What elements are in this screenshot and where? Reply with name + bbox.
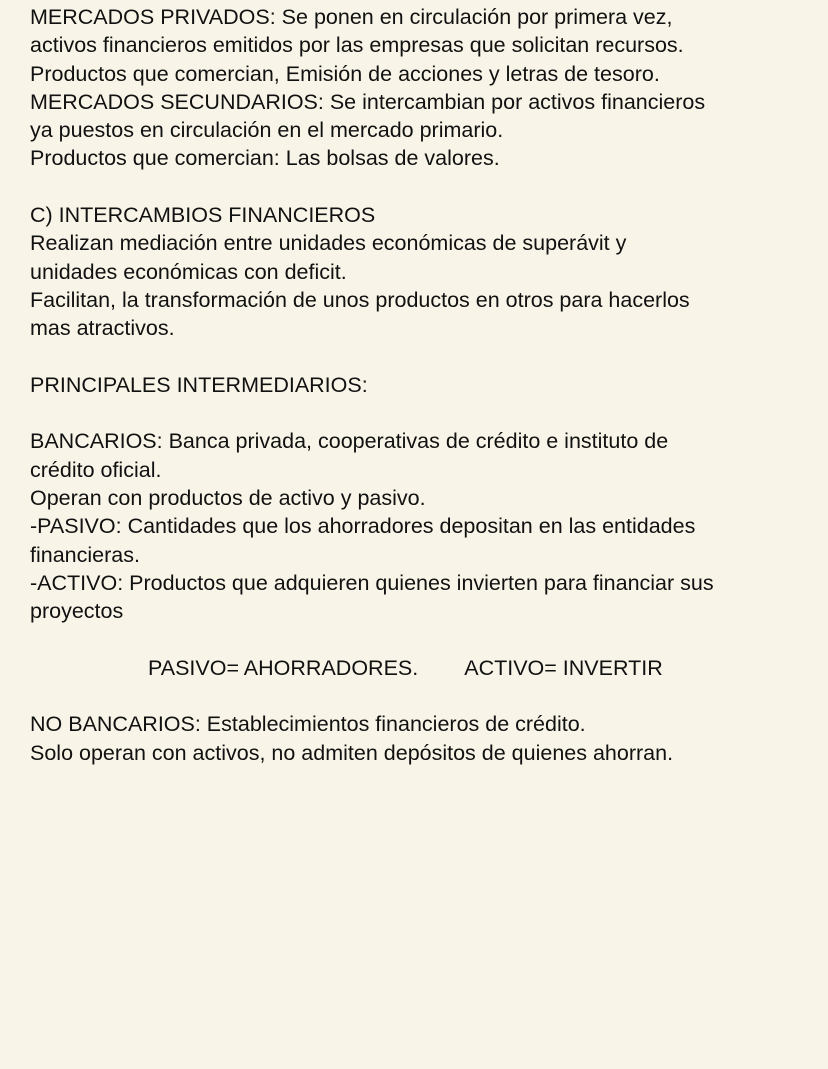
text-line: proyectos (30, 599, 124, 624)
section-heading: PRINCIPALES INTERMEDIARIOS: (30, 372, 368, 397)
mercados-privados-paragraph (30, 3, 808, 88)
intercambios-section (30, 201, 808, 342)
text-line: unidades económicas con deficit. (30, 259, 347, 284)
section-heading: C) INTERCAMBIOS FINANCIEROS (30, 203, 376, 228)
text-line: activos financieros emitidos por las empresas que solicitan recursos. (30, 33, 684, 58)
principales-heading-block (30, 371, 808, 399)
text-line: financieras. (30, 542, 140, 567)
blank-line (30, 626, 808, 654)
text-line: Facilitan, la transformación de unos productos en otros para hacerlos (30, 287, 690, 312)
blank-line (30, 682, 808, 710)
text-line: MERCADOS PRIVADOS: Se ponen en circulación por primera vez, (30, 5, 673, 29)
text-line: mas atractivos. (30, 316, 175, 341)
blank-line (30, 343, 808, 371)
text-line: Realizan mediación entre unidades económicas de superávit y (30, 231, 627, 256)
pasivo-activo-formula (30, 654, 808, 682)
blank-line (30, 399, 808, 427)
bancarios-paragraph (30, 427, 808, 625)
no-bancarios-paragraph (30, 710, 808, 767)
text-line: -ACTIVO: Productos que adquieren quienes invierten para financiar sus (30, 570, 714, 595)
text-line: BANCARIOS: Banca privada, cooperativas de crédito e instituto de (30, 429, 669, 454)
text-line: ya puestos en circulación en el mercado primario. (30, 118, 504, 143)
activo-formula: ACTIVO= INVERTIR (464, 655, 663, 680)
text-line: Solo operan con activos, no admiten depósitos de quienes ahorran. (30, 740, 674, 765)
text-line: MERCADOS SECUNDARIOS: Se intercambian por activos financieros (30, 89, 706, 114)
text-line: NO BANCARIOS: Establecimientos financieros de crédito. (30, 712, 586, 737)
text-line: Operan con productos de activo y pasivo. (30, 486, 426, 511)
text-line: -PASIVO: Cantidades que los ahorradores depositan en las entidades (30, 514, 696, 539)
text-line: crédito oficial. (30, 457, 162, 482)
blank-line (30, 173, 808, 201)
pasivo-formula: PASIVO= AHORRADORES. (148, 655, 419, 680)
mercados-secundarios-paragraph (30, 88, 808, 173)
text-line: Productos que comercian: Las bolsas de valores. (30, 146, 500, 171)
text-line: Productos que comercian, Emisión de acciones y letras de tesoro. (30, 61, 660, 86)
